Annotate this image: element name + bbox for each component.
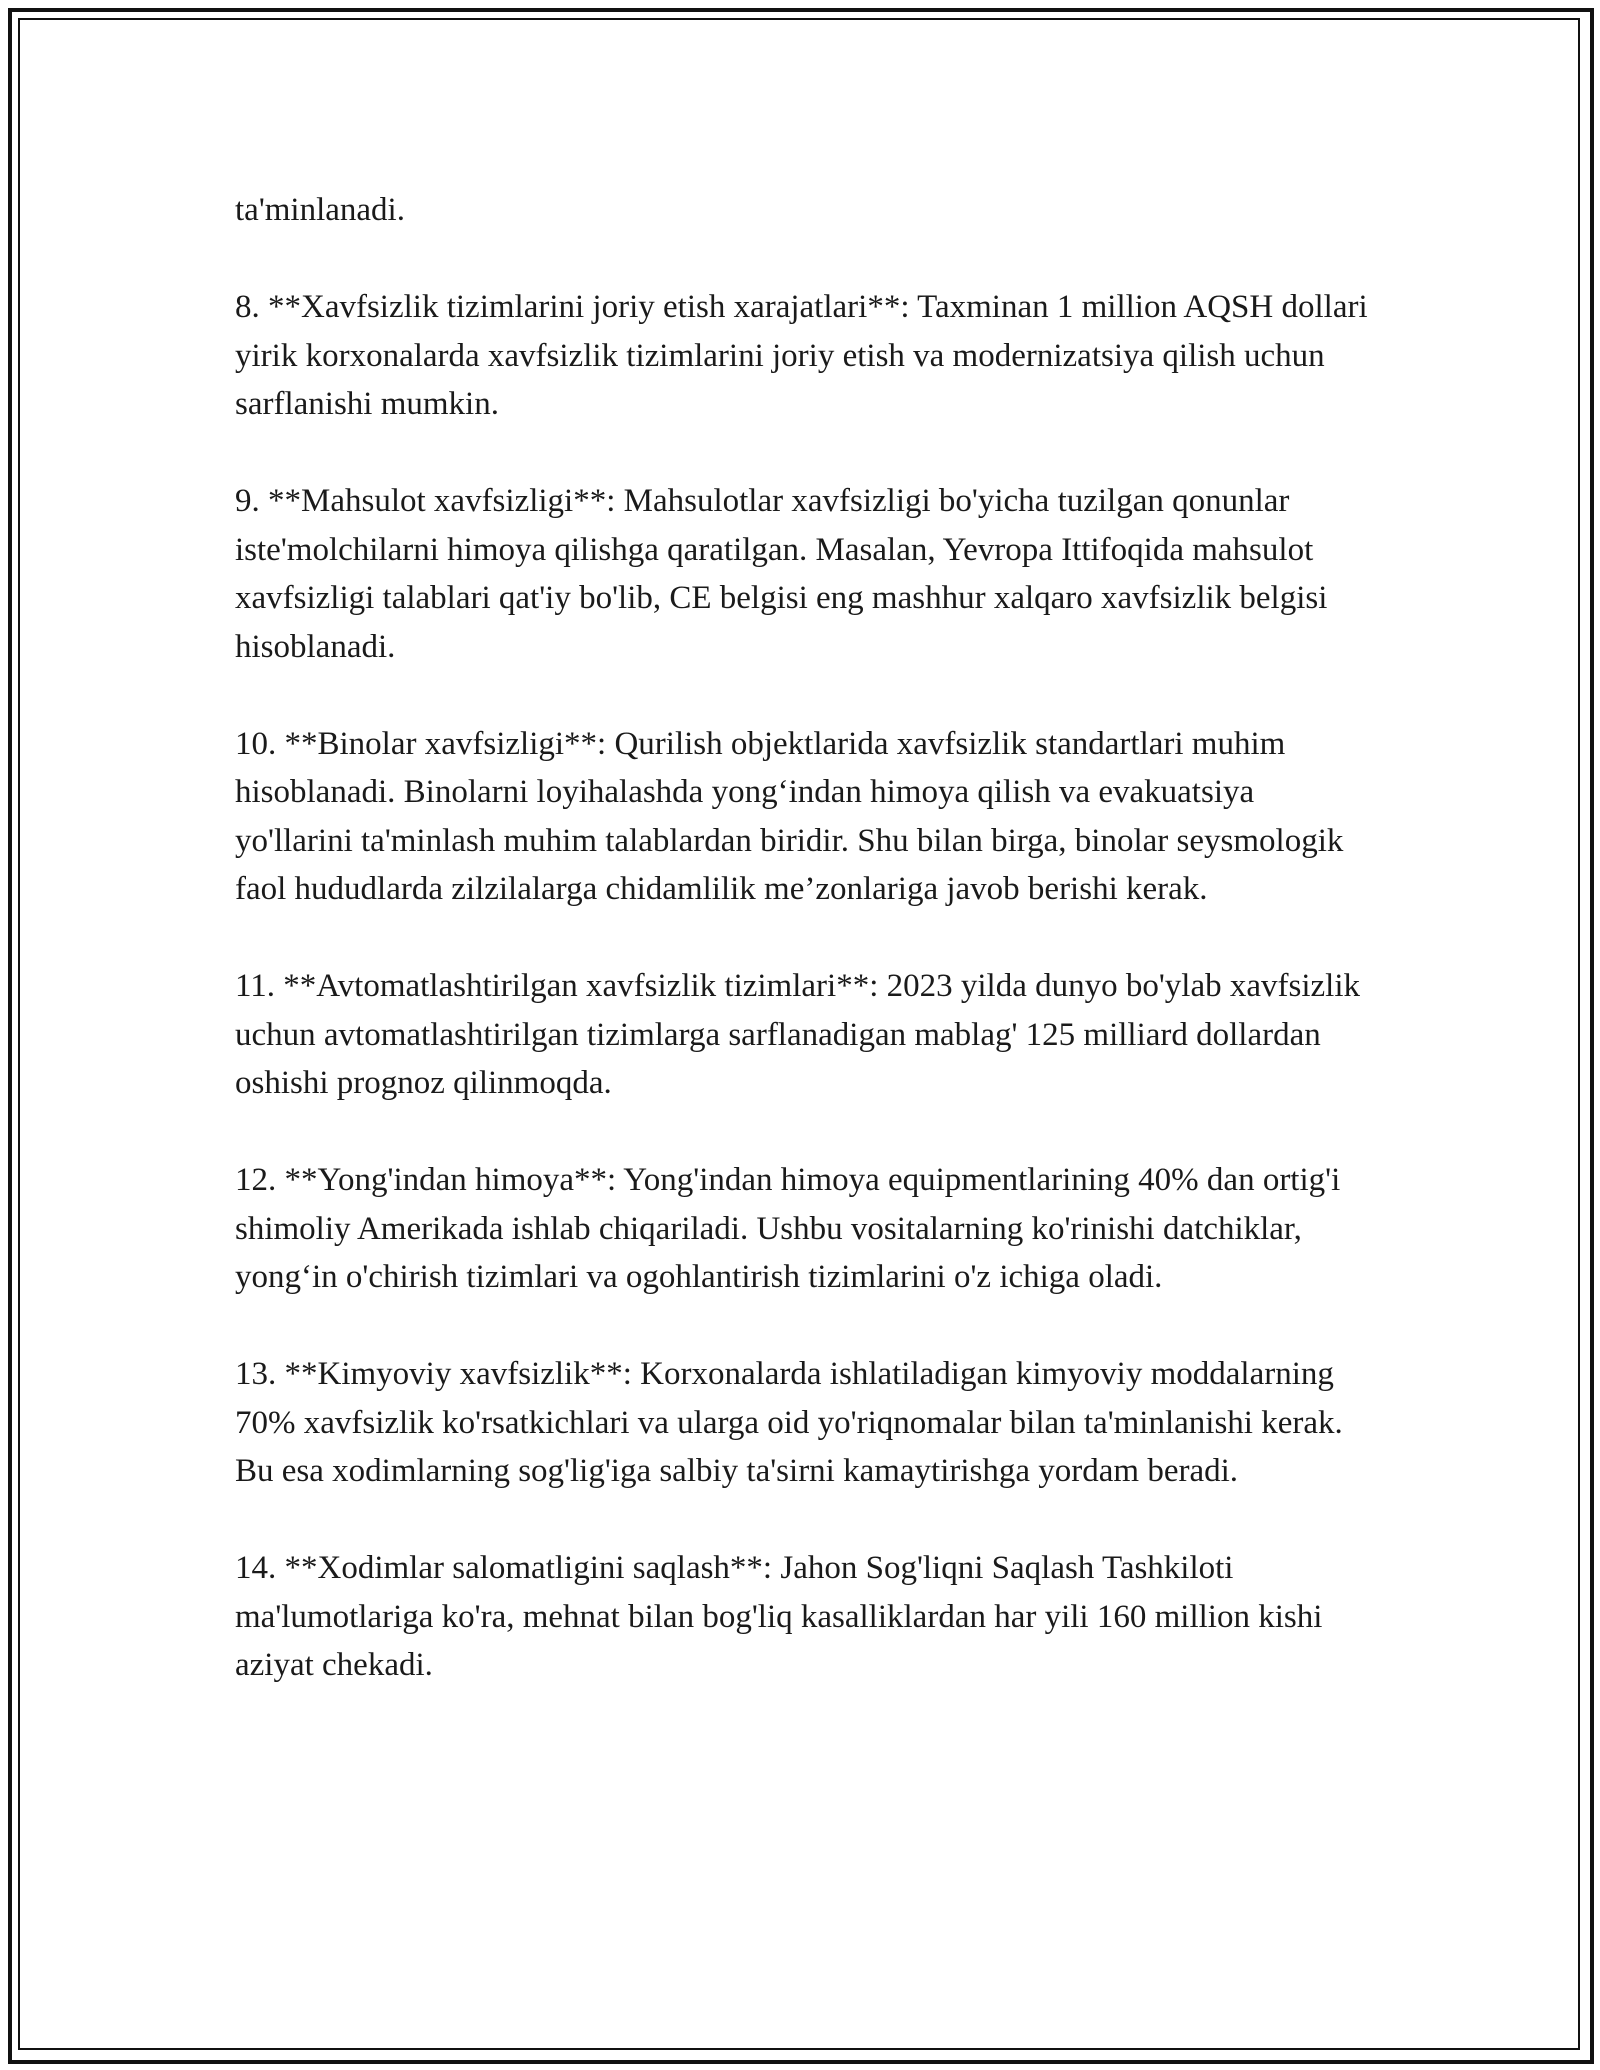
paragraph-item-12: 12. **Yong'indan himoya**: Yong'indan himoya equipmentlarining 40% dan ortig'i shimoliy Amerikada ishlab chiqariladi. Ushbu vositalarning ko'rinishi datchiklar, yong‘in o'chirish tizimlari va ogohlantirish tizimlarini o'z ichiga oladi. <box>235 1162 1341 1295</box>
paragraph-item-8: 8. **Xavfsizlik tizimlarini joriy etish xarajatlari**: Taxminan 1 million AQSH dollari yirik korxonalarda xavfsizlik tizimlarini joriy etish va modernizatsiya qilish uchun sarflanishi mumkin. <box>235 289 1368 422</box>
paragraph-item-14: 14. **Xodimlar salomatligini saqlash**: Jahon Sog'liqni Saqlash Tashkiloti ma'lumotlariga ko'ra, mehnat bilan bog'liq kasalliklardan har yili 160 million kishi aziyat chekadi. <box>235 1550 1323 1683</box>
paragraph-item-13: 13. **Kimyoviy xavfsizlik**: Korxonalarda ishlatiladigan kimyoviy moddalarning 70% xavfsizlik ko'rsatkichlari va ularga oid yo'riqnomalar bilan ta'minlanishi kerak. Bu esa xodimlarning sog'lig'iga salbiy ta'sirni kamaytirishga yordam beradi. <box>235 1356 1343 1489</box>
document-body <box>235 186 1380 1738</box>
paragraph-continuation: ta'minlanadi. <box>235 192 405 228</box>
paragraph-item-11: 11. **Avtomatlashtirilgan xavfsizlik tizimlari**: 2023 yilda dunyo bo'ylab xavfsizlik uchun avtomatlashtirilgan tizimlarga sarflanadigan mablag' 125 milliard dollardan oshishi prognoz qilinmoqda. <box>235 968 1360 1101</box>
paragraph-item-10: 10. **Binolar xavfsizligi**: Qurilish objektlarida xavfsizlik standartlari muhim hisoblanadi. Binolarni loyihalashda yong‘indan himoya qilish va evakuatsiya yo'llarini ta'minlash muhim talablardan biridir. Shu bilan birga, binolar seysmologik faol hududlarda zilzilalarga chidamlilik me’zonlariga javob berishi kerak. <box>235 725 1344 907</box>
paragraph-item-9: 9. **Mahsulot xavfsizligi**: Mahsulotlar xavfsizligi bo'yicha tuzilgan qonunlar iste'molchilarni himoya qilishga qaratilgan. Masalan, Yevropa Ittifoqida mahsulot xavfsizligi talablari qat'iy bo'lib, CE belgisi eng mashhur xalqaro xavfsizlik belgisi hisoblanadi. <box>235 483 1328 665</box>
